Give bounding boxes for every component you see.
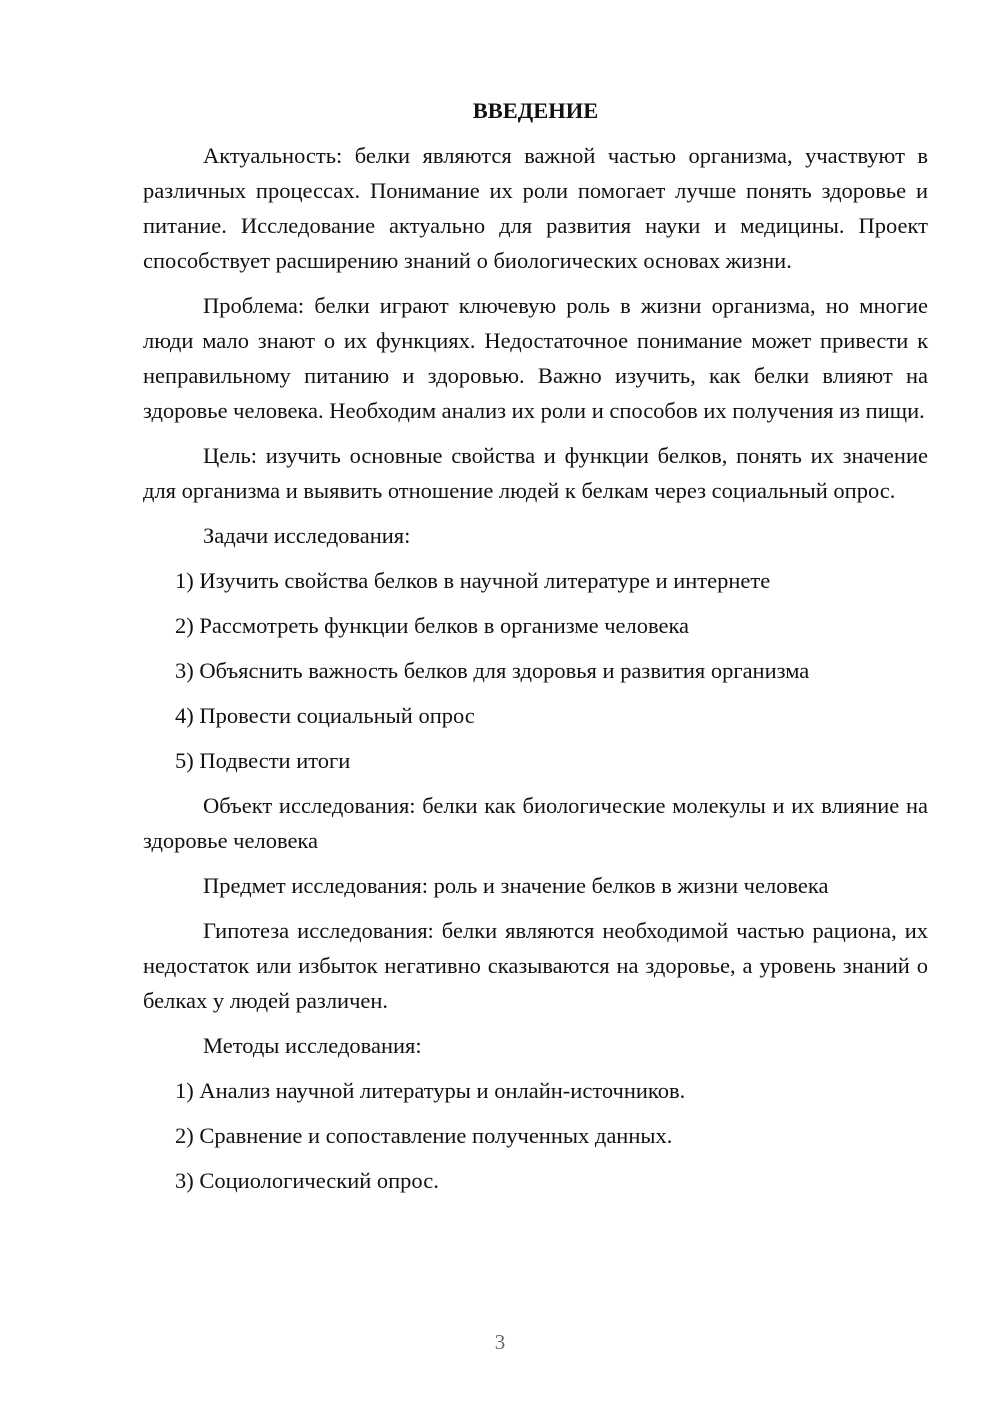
goal-paragraph: Цель: изучить основные свойства и функции белков, понять их значение для организма и выявить отношение людей к белкам через социальный опрос. <box>143 443 928 503</box>
problem-paragraph: Проблема: белки играют ключевую роль в жизни организма, но многие люди мало знают о их функциях. Недостаточное понимание может привести к неправильному питанию и здоровью. Важно изучить, как белки влияют на здоровье человека. Необходим анализ их роли и способов их получения из пищи. <box>143 293 928 423</box>
list-item: 1) Изучить свойства белков в научной литературе и интернете <box>175 568 771 593</box>
document-page <box>143 96 928 1208</box>
list-item: 2) Рассмотреть функции белков в организме человека <box>175 613 690 638</box>
list-item: 3) Объяснить важность белков для здоровья и развития организма <box>175 658 810 683</box>
list-item: 4) Провести социальный опрос <box>175 703 475 728</box>
list-item: 5) Подвести итоги <box>175 748 351 773</box>
section-heading: ВВЕДЕНИЕ <box>472 98 599 123</box>
methods-list <box>143 1073 928 1198</box>
tasks-list <box>143 563 928 778</box>
tasks-title: Задачи исследования: <box>203 523 411 548</box>
methods-title: Методы исследования: <box>203 1033 422 1058</box>
list-item: 2) Сравнение и сопоставление полученных данных. <box>175 1123 673 1148</box>
page-number: 3 <box>494 1330 506 1354</box>
relevance-paragraph: Актуальность: белки являются важной частью организма, участвуют в различных процессах. Понимание их роли помогает лучше понять здоровье и питание. Исследование актуально для развития науки и медицины. Проект способствует расширению знаний о биологических основах жизни. <box>143 143 928 273</box>
hypothesis-paragraph: Гипотеза исследования: белки являются необходимой частью рациона, их недостаток или избыток негативно сказываются на здоровье, а уровень знаний о белках у людей различен. <box>143 918 928 1013</box>
object-paragraph: Объект исследования: белки как биологические молекулы и их влияние на здоровье человека <box>143 793 928 853</box>
subject-paragraph: Предмет исследования: роль и значение белков в жизни человека <box>203 873 829 898</box>
list-item: 1) Анализ научной литературы и онлайн-источников. <box>175 1078 686 1103</box>
list-item: 3) Социологический опрос. <box>175 1168 439 1193</box>
